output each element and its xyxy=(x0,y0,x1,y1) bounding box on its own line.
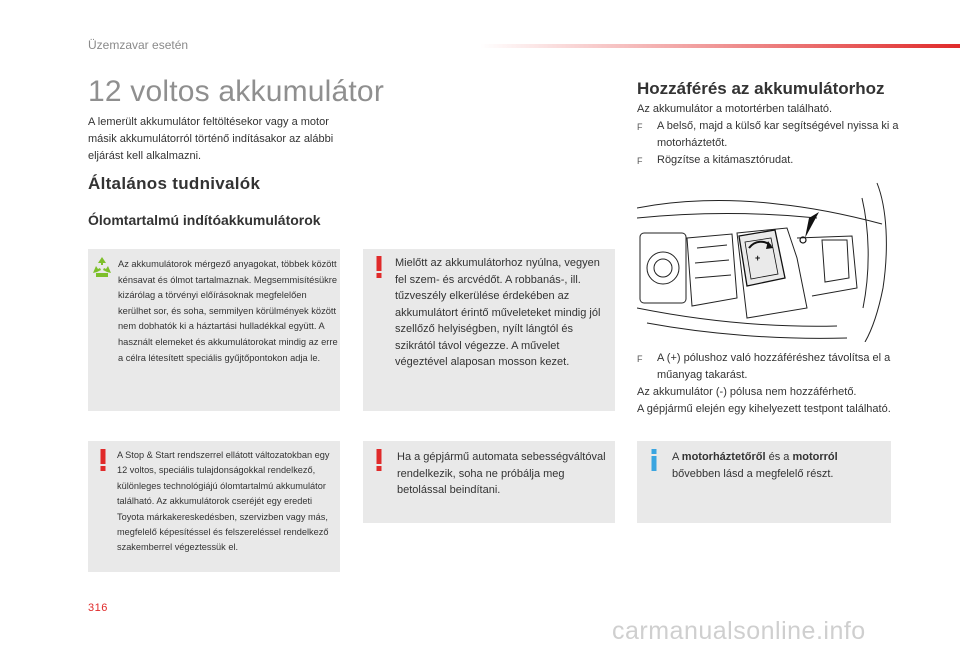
warning-icon xyxy=(375,449,383,476)
general-heading: Általános tudnivalók xyxy=(88,174,261,193)
info-bold-engine: motorról xyxy=(792,451,838,463)
access-step xyxy=(637,152,907,170)
automatic-warning-box xyxy=(363,441,615,523)
info-bold-hood: motorháztetőről xyxy=(681,451,766,463)
access-location-text: Az akkumulátor a motortérben található. xyxy=(637,103,833,115)
bullet-icon: F xyxy=(637,354,643,364)
recycle-icon xyxy=(92,256,112,283)
stopstart-warning-box xyxy=(88,441,340,572)
protection-warning-text: Mielőtt az akkumulátorhoz nyúlna, vegyen fel szem- és arcvédőt. A robbanás-, ill. tűzveszély elkerülése érdekében az akkumulátort érintő műveleteket mindig jól szellőző helyiségben, nyílt lángtól és szikrától távol végezze. A művelet végeztével alaposan mosson kezet. xyxy=(395,257,601,368)
battery-cover xyxy=(739,230,785,286)
access-step-text: A (+) pólushoz való hozzáféréshez távolítsa el a műanyag takarást. xyxy=(657,352,891,381)
engine-bay-drawing xyxy=(637,178,891,342)
access-details-block xyxy=(637,350,907,418)
page-title: 12 voltos akkumulátor xyxy=(88,75,385,108)
info-icon xyxy=(649,449,659,476)
watermark: carmanualsonline.info xyxy=(612,617,866,645)
info-note-text xyxy=(672,449,884,482)
plus-terminal-label: + xyxy=(755,253,761,263)
stopstart-warning-text: A Stop & Start rendszerrel ellátott változatokban egy 12 voltos, speciális tulajdonságokkal rendelkező, különleges technológiájú ólomtartalmú akkumulátor található. Az akkumulátorok cseréjét egy eredeti Toyota márkakereskedésben, szervizben vagy más, megfelelő képesítéssel és felszereléssel rendelkező szakemberrel végeztessük el. xyxy=(117,450,330,553)
recycle-note-text: Az akkumulátorok mérgező anyagokat, többek között kénsavat és ólmot tartalmaznak. Megsemmisítésükre kizárólag a törvényi előírásoknak megfelelően kerülhet sor, és soha, semmilyen körülmények között nem dobhatók ki a háztartási hulladékkal együtt. A használt elemeket és akkumulátorokat mindig az erre a célra létesített speciális gyűjtőpontokon adja le. xyxy=(118,259,338,363)
recycle-note-box xyxy=(88,249,340,411)
access-step xyxy=(637,118,907,152)
ground-point-text: A gépjármű elején egy kihelyezett testpont található. xyxy=(637,403,891,415)
warning-icon xyxy=(375,256,383,283)
negative-terminal-text: Az akkumulátor (-) pólusa nem hozzáférhető. xyxy=(637,386,857,398)
info-prefix: A xyxy=(672,451,682,463)
info-suffix: bővebben lásd a megfelelő részt. xyxy=(672,467,834,480)
access-step xyxy=(637,350,907,384)
page-number: 316 xyxy=(88,602,108,614)
engine-bay-illustration xyxy=(637,178,891,342)
bullet-icon: F xyxy=(637,122,643,132)
header-accent-bar xyxy=(480,44,960,48)
access-intro-block xyxy=(637,101,907,170)
section-header: Üzemzavar esetén xyxy=(88,38,189,52)
bullet-icon: F xyxy=(637,156,643,166)
access-step-text: Rögzítse a kitámasztórudat. xyxy=(657,154,794,166)
access-heading: Hozzáférés az akkumulátorhoz xyxy=(637,79,885,98)
access-step-text: A belső, majd a külső kar segítségével nyissa ki a motorháztetőt. xyxy=(657,120,899,149)
protection-warning-box xyxy=(363,249,615,411)
automatic-warning-text: Ha a gépjármű automata sebességváltóval rendelkezik, soha ne próbálja meg betolással beindítani. xyxy=(397,451,606,496)
info-note-box xyxy=(637,441,891,523)
info-middle: és a xyxy=(765,451,793,463)
lead-battery-subheading: Ólomtartalmú indítóakkumulátorok xyxy=(88,212,321,228)
warning-icon xyxy=(99,449,107,476)
intro-paragraph: A lemerült akkumulátor feltöltésekor vagy a motor másik akkumulátorról történő indításakor az alábbi eljárást kell alkalmazni. xyxy=(88,116,334,162)
